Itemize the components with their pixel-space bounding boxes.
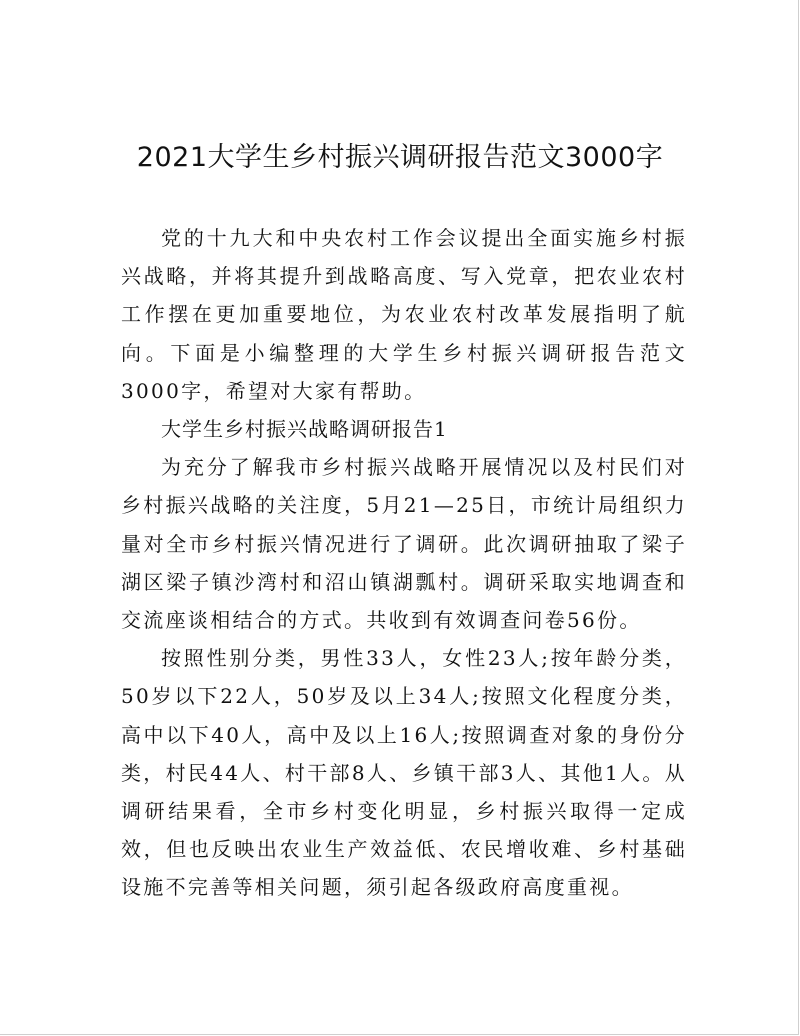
classification-paragraph: 按照性别分类，男性33人，女性23人;按年龄分类，50岁以下22人，50岁及以上34人;按照文化程度分类，高中以下40人，高中及以上16人;按照调查对象的身份分类，村民44人、村干部8人、乡镇干部3人、其他1人。从调研结果看，全市乡村变化明显，乡村振兴取得一定成效，但也反映出农业生产效益低、农民增收难、乡村基础设施不完善等相关问题，须引起各级政府高度重视。 xyxy=(121,646,687,900)
section-heading: 大学生乡村振兴战略调研报告1 xyxy=(161,417,448,442)
intro-paragraph: 党的十九大和中央农村工作会议提出全面实施乡村振兴战略，并将其提升到战略高度、写入党章，把农业农村工作摆在更加重要地位，为农业农村改革发展指明了航向。下面是小编整理的大学生乡村振兴调研报告范文3000字，希望对大家有帮助。 xyxy=(121,226,687,403)
survey-paragraph: 为充分了解我市乡村振兴战略开展情况以及村民们对乡村振兴战略的关注度，5月21—25日，市统计局组织力量对全市乡村振兴情况进行了调研。此次调研抽取了梁子湖区梁子镇沙湾村和沼山镇湖瓢村。调研采取实地调查和交流座谈相结合的方式。共收到有效调查问卷56份。 xyxy=(121,455,687,633)
document-title: 2021大学生乡村振兴调研报告范文3000字 xyxy=(136,142,664,173)
document-body xyxy=(121,219,687,907)
